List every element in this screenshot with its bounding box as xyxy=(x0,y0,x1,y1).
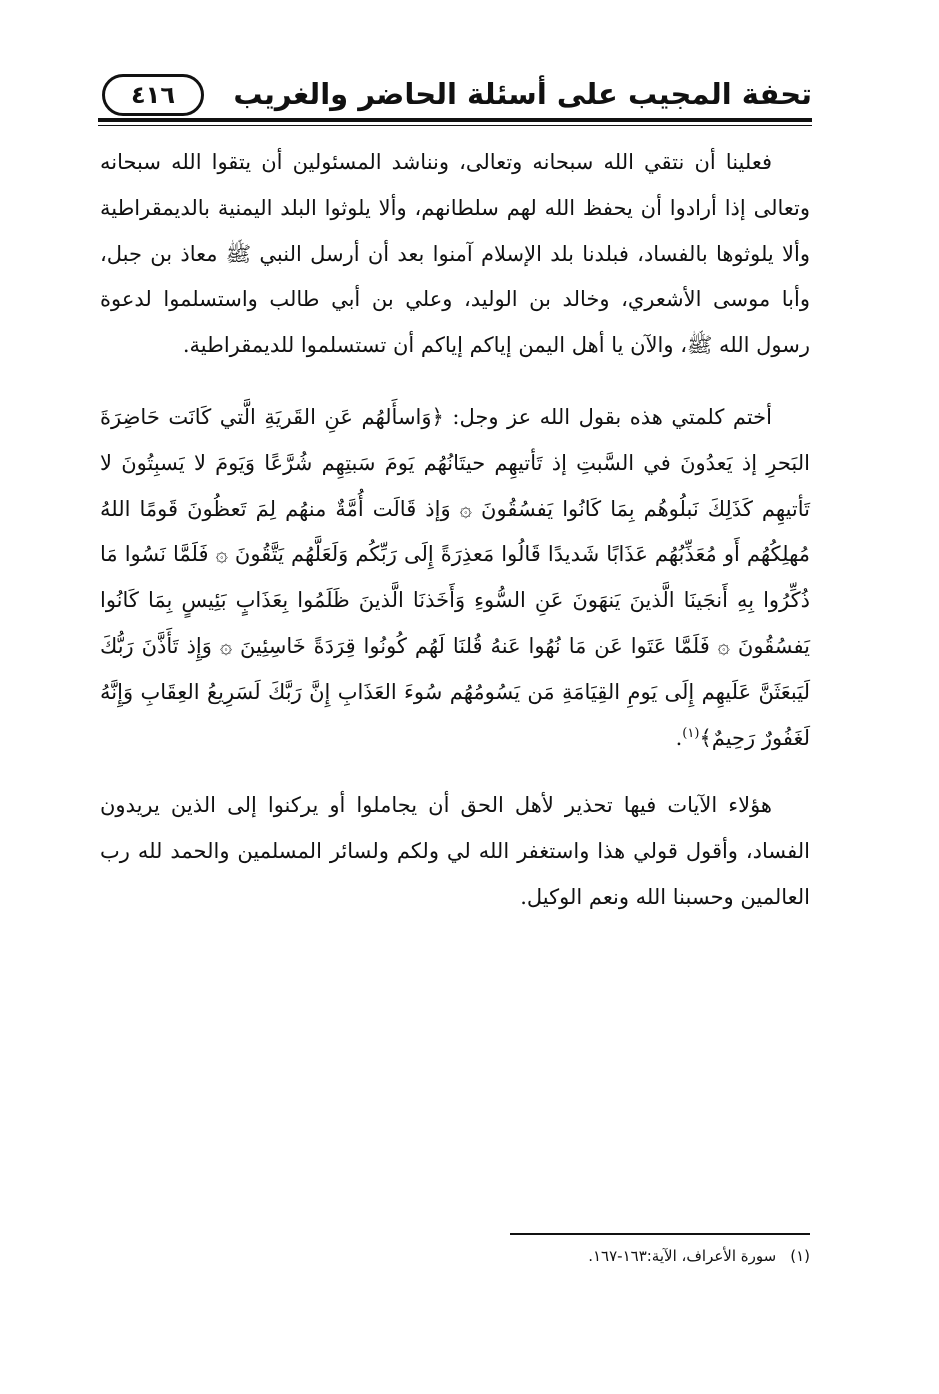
footnote-text: سورة الأعراف، الآية:١٦٣-١٦٧. xyxy=(588,1247,777,1265)
header-title: تحفة المجيب على أسئلة الحاضر والغريب xyxy=(233,77,812,111)
footnote-reference: (١) xyxy=(682,725,700,741)
paragraph-closing: هؤلاء الآيات فيها تحذير لأهل الحق أن يجاملوا أو يركنوا إلى الذين يريدون الفساد، وأقول قولي هذا واستغفر الله لي ولكم ولسائر المسلمين والحمد لله رب العالمين وحسبنا الله ونعم الوكيل. xyxy=(100,793,810,909)
footnote xyxy=(480,1245,810,1267)
footnote-rule xyxy=(510,1233,810,1235)
header-rule-thin xyxy=(98,125,812,126)
paragraph-quran-quote xyxy=(100,395,810,761)
footnote-marker: (١) xyxy=(790,1247,810,1265)
paragraph-exhortation: فعلينا أن نتقي الله سبحانه وتعالى، ونناشد المسئولين أن يتقوا الله سبحانه وتعالى إذا أرادوا أن يحفظ الله لهم سلطانهم، وألا يلوثوا البلد اليمنية بالديمقراطية وألا يلوثوها بالفساد، فبلدنا بلد الإسلام آمنوا بعد أن أرسل النبي ﷺ معاذ بن جبل، وأبا موسى الأشعري، وخالد بن الوليد، وعلي بن أبي طالب واستسلموا لدعوة رسول الله ﷺ، والآن يا أهل اليمن إياكم إياكم أن تستسلموا للديمقراطية. xyxy=(100,150,810,358)
header-rule-thick xyxy=(98,118,812,122)
running-header xyxy=(98,66,812,124)
quran-verses: ﴿وَاسأَلهُم عَنِ القَريَةِ الَّتي كَانَت حَاضِرَةَ البَحرِ إذ يَعدُونَ في السَّبتِ إذ تَأتيهِم حيتَانُهُم يَومَ سَبتِهِم شُرَّعًا وَيَومَ لا يَسبِتُونَ لا تَأتيهِم كَذَلِكَ نَبلُوهُم بِمَا كَانُوا يَفسُقُونَ ۞ وَإذ قَالَت أُمَّةٌ منهُم لِمَ تَعظُونَ قَومًا اللهُ مُهلِكُهُم أَو مُعَذِّبُهُم عَذَابًا شَديدًا قَالُوا مَعذِرَةً إِلَى رَبِّكُم وَلَعَلَّهُم يَتَّقُونَ ۞ فَلَمَّا نَسُوا مَا ذُكِّرُوا بِهِ أَنجَينَا الَّذينَ يَنهَونَ عَنِ السُّوءِ وَأَخَذنَا الَّذينَ ظَلَمُوا بِعَذَابٍ بَئِيسٍ بِمَا كَانُوا يَفسُقُونَ ۞ فَلَمَّا عَتَوا عَن مَا نُهُوا عَنهُ قُلنَا لَهُم كُونُوا قِرَدَةً خَاسِئِينَ ۞ وَإِذ تَأَذَّنَ رَبُّكَ لَيَبعَثَنَّ عَلَيهِم إِلَى يَومِ القِيَامَةِ مَن يَسُومُهُم سُوءَ العَذَابِ إِنَّ رَبَّكَ لَسَرِيعُ العِقَابِ وَإِنَّهُ لَغَفُورٌ رَحِيمٌ﴾ xyxy=(100,404,810,750)
quote-intro: أختم كلمتي هذه بقول الله عز وجل: xyxy=(443,404,772,429)
body-text xyxy=(100,140,810,921)
quote-end: . xyxy=(675,725,683,750)
page-number: ٤١٦ xyxy=(102,74,204,116)
